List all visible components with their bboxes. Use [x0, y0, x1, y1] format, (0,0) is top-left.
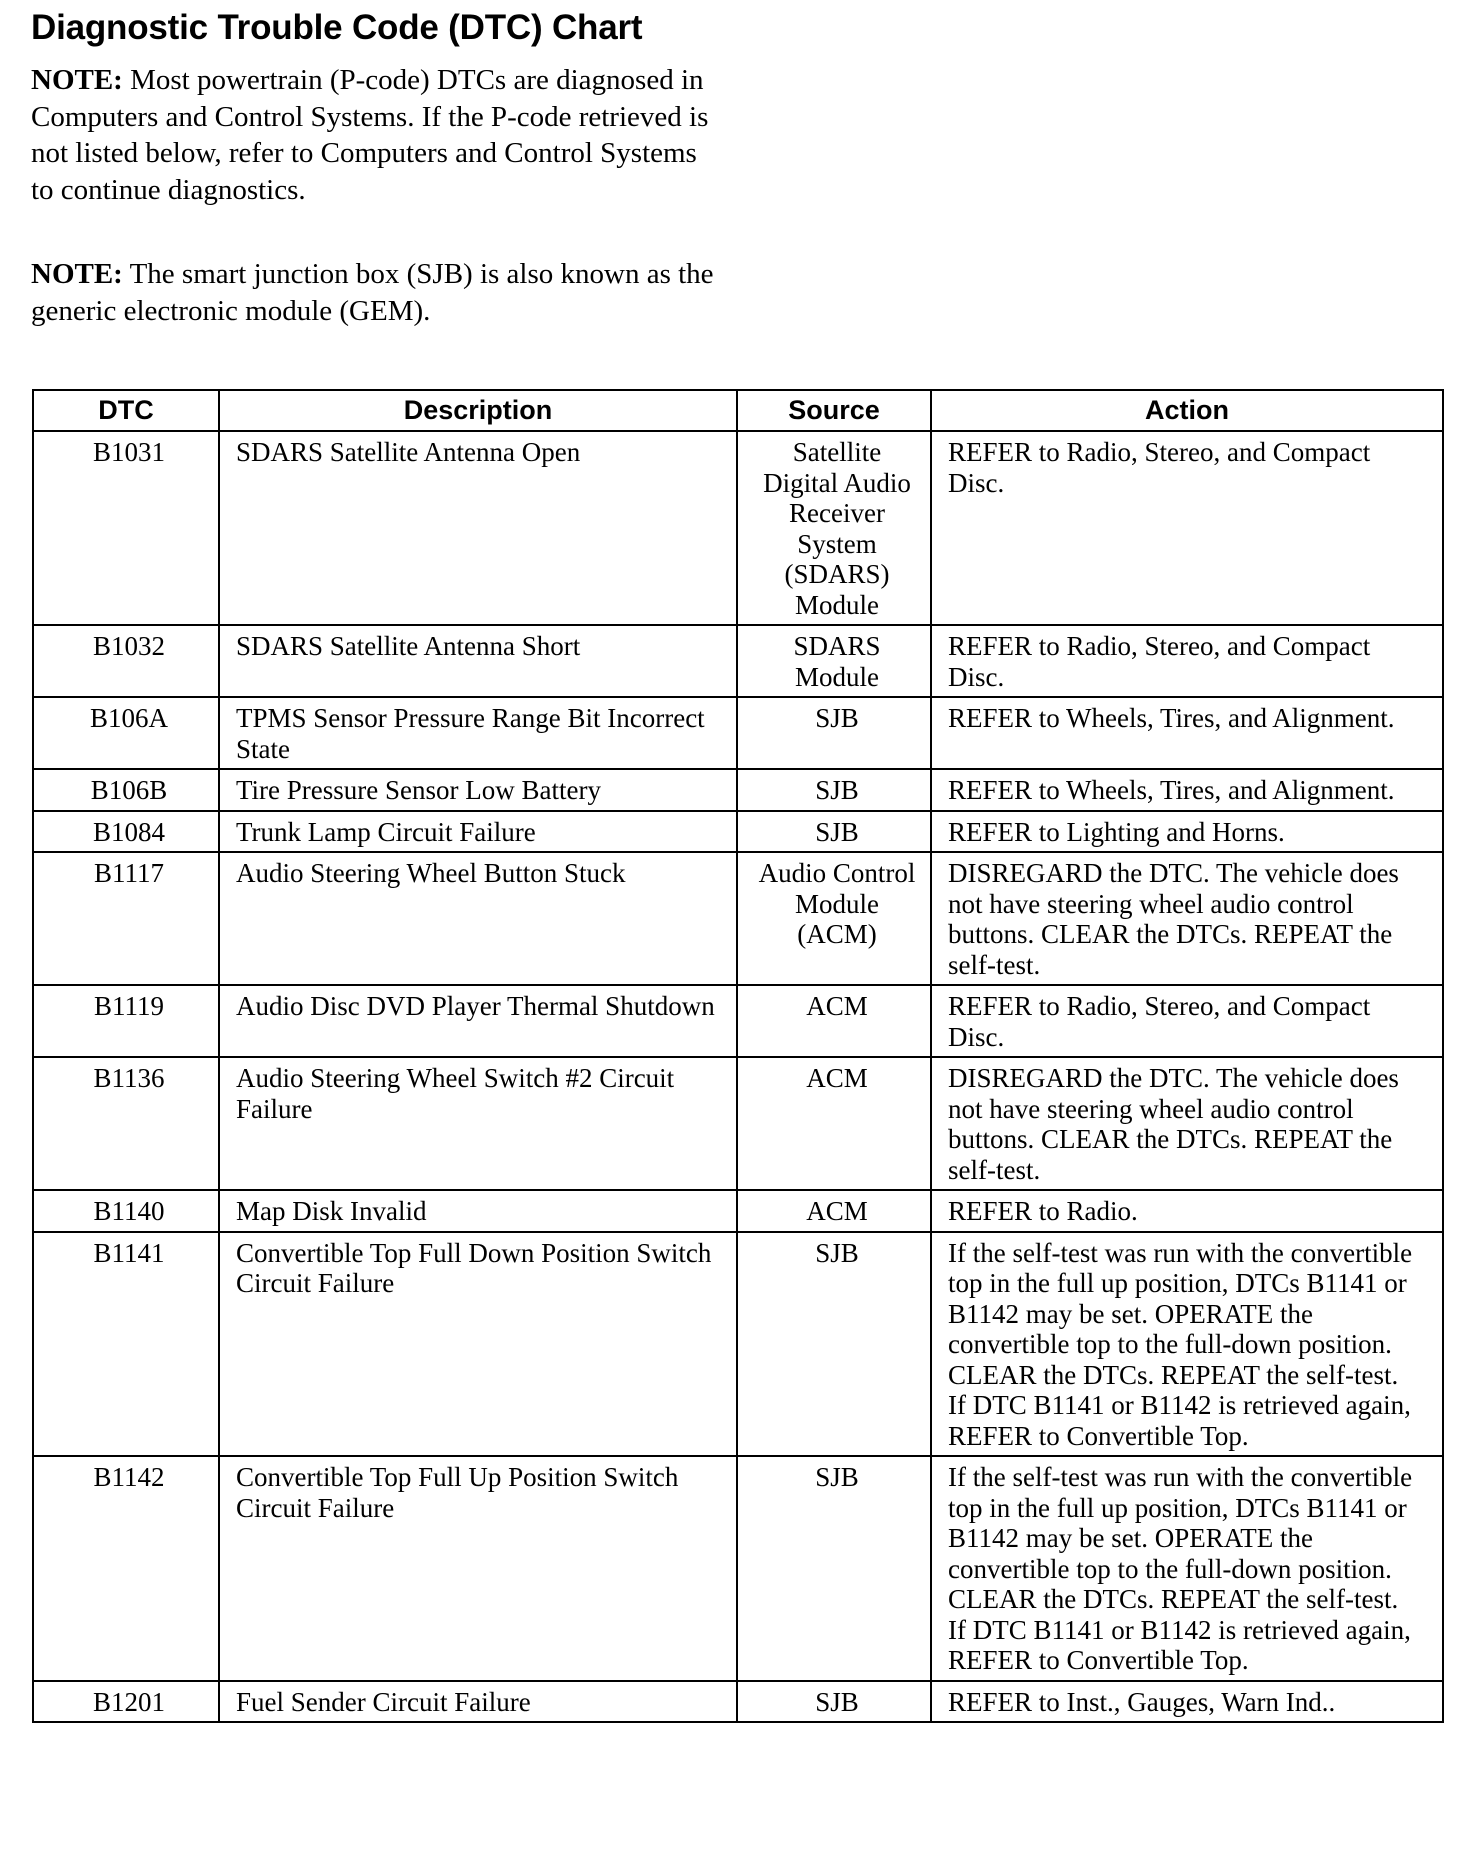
source-cell: SJB — [737, 811, 931, 853]
column-header-dtc: DTC — [33, 390, 219, 431]
note-label: NOTE: — [31, 64, 123, 96]
description-cell: SDARS Satellite Antenna Short — [219, 625, 737, 697]
source-cell: SJB — [737, 697, 931, 769]
dtc-code-cell: B1119 — [33, 985, 219, 1057]
table-row — [33, 811, 1443, 853]
description-cell: Audio Steering Wheel Switch #2 Circuit Failure — [219, 1057, 737, 1190]
action-cell: REFER to Lighting and Horns. — [931, 811, 1443, 853]
source-cell: ACM — [737, 1057, 931, 1190]
description-cell: Map Disk Invalid — [219, 1190, 737, 1232]
page-title: Diagnostic Trouble Code (DTC) Chart — [31, 8, 643, 47]
action-cell: DISREGARD the DTC. The vehicle does not have steering wheel audio control buttons. CLEAR the DTCs. REPEAT the self-test. — [931, 1057, 1443, 1190]
dtc-code-cell: B1117 — [33, 852, 219, 985]
table-row — [33, 1681, 1443, 1723]
dtc-code-cell: B106B — [33, 769, 219, 811]
source-cell: SJB — [737, 769, 931, 811]
note-label: NOTE: — [31, 258, 123, 290]
dtc-code-cell: B1142 — [33, 1456, 219, 1681]
table-header-row — [33, 390, 1443, 431]
table-row — [33, 697, 1443, 769]
dtc-code-cell: B1032 — [33, 625, 219, 697]
action-cell: DISREGARD the DTC. The vehicle does not have steering wheel audio control buttons. CLEAR the DTCs. REPEAT the self-test. — [931, 852, 1443, 985]
action-cell: REFER to Radio, Stereo, and Compact Disc. — [931, 625, 1443, 697]
dtc-code-cell: B1140 — [33, 1190, 219, 1232]
dtc-code-cell: B1201 — [33, 1681, 219, 1723]
dtc-code-cell: B1136 — [33, 1057, 219, 1190]
table-row — [33, 1232, 1443, 1457]
note-text: The smart junction box (SJB) is also known as the generic electronic module (GEM). — [31, 258, 714, 327]
dtc-table — [32, 389, 1444, 1723]
action-cell: REFER to Inst., Gauges, Warn Ind.. — [931, 1681, 1443, 1723]
action-cell: REFER to Wheels, Tires, and Alignment. — [931, 769, 1443, 811]
description-cell: Audio Disc DVD Player Thermal Shutdown — [219, 985, 737, 1057]
action-cell: REFER to Radio, Stereo, and Compact Disc. — [931, 431, 1443, 625]
description-cell: Convertible Top Full Up Position Switch Circuit Failure — [219, 1456, 737, 1681]
dtc-code-cell: B1084 — [33, 811, 219, 853]
table-row — [33, 985, 1443, 1057]
source-cell: ACM — [737, 985, 931, 1057]
description-cell: Trunk Lamp Circuit Failure — [219, 811, 737, 853]
description-cell: Audio Steering Wheel Button Stuck — [219, 852, 737, 985]
column-header-action: Action — [931, 390, 1443, 431]
source-cell: Audio Control Module (ACM) — [737, 852, 931, 985]
dtc-code-cell: B1031 — [33, 431, 219, 625]
note-sjb — [31, 256, 721, 329]
source-cell: SDARS Module — [737, 625, 931, 697]
dtc-code-cell: B1141 — [33, 1232, 219, 1457]
action-paragraph: If DTC B1141 or B1142 is retrieved again, REFER to Convertible Top. — [948, 1614, 1411, 1675]
table-row — [33, 1456, 1443, 1681]
action-cell — [931, 1232, 1443, 1457]
source-cell: SJB — [737, 1681, 931, 1723]
table-row — [33, 1190, 1443, 1232]
note-powertrain — [31, 62, 721, 208]
action-paragraph: If the self-test was run with the convertible top in the full up position, DTCs B1141 or B1142 may be set. OPERATE the convertible top to the full-down position. CLEAR the DTCs. REPEAT the self-test. — [948, 1237, 1413, 1390]
source-cell: ACM — [737, 1190, 931, 1232]
description-cell: Tire Pressure Sensor Low Battery — [219, 769, 737, 811]
table-row — [33, 769, 1443, 811]
description-cell: SDARS Satellite Antenna Open — [219, 431, 737, 625]
description-cell: Fuel Sender Circuit Failure — [219, 1681, 737, 1723]
description-cell: Convertible Top Full Down Position Switch Circuit Failure — [219, 1232, 737, 1457]
table-body — [33, 431, 1443, 1722]
table-row — [33, 852, 1443, 985]
action-cell: REFER to Wheels, Tires, and Alignment. — [931, 697, 1443, 769]
column-header-source: Source — [737, 390, 931, 431]
source-cell: SJB — [737, 1456, 931, 1681]
description-cell: TPMS Sensor Pressure Range Bit Incorrect State — [219, 697, 737, 769]
source-cell: Satellite Digital Audio Receiver System (SDARS) Module — [737, 431, 931, 625]
note-text: Most powertrain (P-code) DTCs are diagnosed in Computers and Control Systems. If the P-code retrieved is not listed below, refer to Computers and Control Systems to continue diagnostics. — [31, 64, 709, 206]
action-cell — [931, 1456, 1443, 1681]
dtc-code-cell: B106A — [33, 697, 219, 769]
column-header-description: Description — [219, 390, 737, 431]
table-row — [33, 625, 1443, 697]
source-cell: SJB — [737, 1232, 931, 1457]
action-cell: REFER to Radio. — [931, 1190, 1443, 1232]
action-paragraph: If the self-test was run with the convertible top in the full up position, DTCs B1141 or B1142 may be set. OPERATE the convertible top to the full-down position. CLEAR the DTCs. REPEAT the self-test. — [948, 1462, 1413, 1614]
table-row — [33, 1057, 1443, 1190]
action-cell: REFER to Radio, Stereo, and Compact Disc. — [931, 985, 1443, 1057]
table-row — [33, 431, 1443, 625]
action-paragraph: If DTC B1141 or B1142 is retrieved again, REFER to Convertible Top. — [948, 1390, 1411, 1451]
